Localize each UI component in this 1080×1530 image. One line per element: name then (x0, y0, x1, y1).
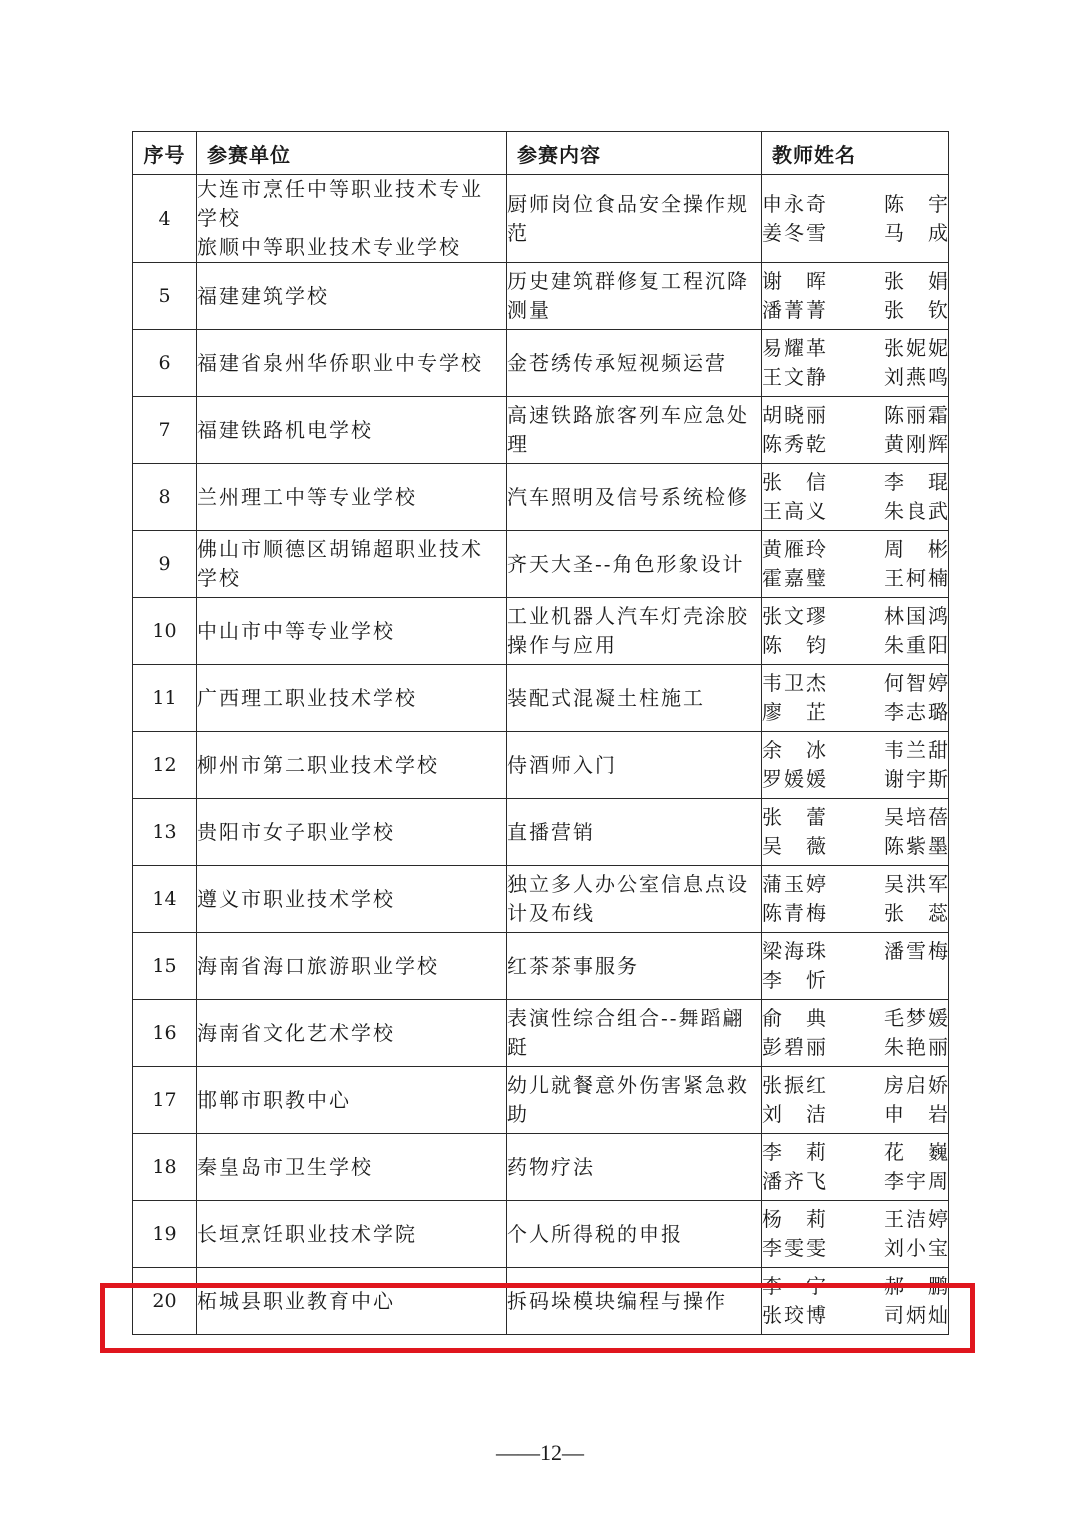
row-number: 10 (133, 598, 197, 665)
table-row (133, 799, 949, 866)
teacher-name: 吴培蓓 (884, 805, 948, 829)
competition-content: 历史建筑群修复工程沉降测量 (507, 263, 762, 330)
table-row (133, 330, 949, 397)
unit-line: 学校 (197, 566, 241, 590)
table-row (133, 598, 949, 665)
table-row (133, 175, 949, 263)
teacher-names (762, 330, 949, 397)
table-body (133, 175, 949, 1335)
competition-content: 拆码垛模块编程与操作 (507, 1268, 762, 1335)
participating-unit (197, 1067, 507, 1134)
teacher-line (762, 832, 948, 861)
unit-line: 佛山市顺德区胡锦超职业技术 (197, 537, 483, 561)
teacher-name: 刘 洁 (762, 1102, 826, 1126)
teacher-name: 俞 典 (762, 1006, 826, 1030)
competition-content: 汽车照明及信号系统检修 (507, 464, 762, 531)
teacher-line (762, 219, 948, 248)
teacher-name (884, 966, 948, 995)
teacher-name: 张 钦 (884, 298, 948, 322)
unit-line: 秦皇岛市卫生学校 (197, 1154, 373, 1179)
teacher-line (762, 602, 948, 631)
teacher-name: 郝 鹏 (884, 1274, 948, 1298)
teacher-name: 黄刚辉 (884, 432, 948, 456)
teacher-name: 马 成 (884, 220, 948, 245)
teacher-line (762, 870, 948, 899)
teacher-name: 廖 芷 (762, 700, 826, 724)
unit-line: 大连市烹任中等职业技术专业 (197, 177, 483, 201)
table-row (133, 397, 949, 464)
teacher-names (762, 263, 949, 330)
participating-unit (197, 1134, 507, 1201)
competition-content: 幼儿就餐意外伤害紧急救助 (507, 1067, 762, 1134)
teacher-name: 王洁婷 (884, 1207, 948, 1231)
participating-unit (197, 175, 507, 263)
teacher-name: 张妮妮 (884, 336, 948, 360)
participating-unit (197, 531, 507, 598)
teacher-line (762, 736, 948, 765)
competition-content: 红茶茶事服务 (507, 933, 762, 1000)
unit-line: 兰州理工中等专业学校 (197, 484, 417, 509)
teacher-line (762, 401, 948, 430)
table-row (133, 1134, 949, 1201)
participating-unit (197, 263, 507, 330)
competition-content: 齐天大圣--角色形象设计 (507, 531, 762, 598)
teacher-name: 陈紫墨 (884, 834, 948, 858)
competition-content: 独立多人办公室信息点设计及布线 (507, 866, 762, 933)
teacher-name: 张文璆 (762, 604, 826, 628)
row-number: 7 (133, 397, 197, 464)
unit-line: 福建省泉州华侨职业中专学校 (197, 350, 483, 375)
teacher-line (762, 564, 948, 593)
teacher-name: 朱良武 (884, 499, 948, 523)
row-number: 9 (133, 531, 197, 598)
table-row (133, 933, 949, 1000)
teacher-name: 毛梦媛 (884, 1006, 948, 1030)
teacher-name: 王高义 (762, 499, 826, 523)
participating-unit (197, 330, 507, 397)
competition-content: 个人所得税的申报 (507, 1201, 762, 1268)
teacher-names (762, 397, 949, 464)
teacher-name: 霍嘉璧 (762, 566, 826, 590)
table-row (133, 263, 949, 330)
unit-line: 长垣烹饪职业技术学院 (197, 1221, 417, 1246)
teacher-line (762, 631, 948, 660)
teacher-name: 张 蕊 (884, 901, 948, 925)
teacher-name: 李 宁 (762, 1274, 826, 1298)
teacher-line (762, 1167, 948, 1196)
teacher-name: 李雯雯 (762, 1236, 826, 1260)
teacher-name: 梁海珠 (762, 939, 826, 963)
table-row (133, 1000, 949, 1067)
unit-line: 福建建筑学校 (197, 283, 329, 308)
unit-line: 广西理工职业技术学校 (197, 685, 417, 710)
teacher-name: 张 娟 (884, 269, 948, 293)
table-row (133, 464, 949, 531)
row-number: 11 (133, 665, 197, 732)
row-number: 20 (133, 1268, 197, 1335)
teacher-name: 李 琨 (884, 470, 948, 494)
teacher-line (762, 190, 948, 219)
teacher-name: 蒲玉婷 (762, 872, 826, 896)
teacher-name: 陈青梅 (762, 901, 826, 925)
row-number: 14 (133, 866, 197, 933)
teacher-name: 黄雁玲 (762, 537, 826, 561)
header-no: 序号 (133, 132, 197, 175)
teacher-name: 陈 宇 (884, 191, 948, 216)
table-row (133, 1067, 949, 1134)
table-header-row (133, 132, 949, 175)
participating-unit (197, 1201, 507, 1268)
teacher-line (762, 899, 948, 928)
teacher-name: 房启娇 (884, 1073, 948, 1097)
teacher-name: 罗媛媛 (762, 767, 826, 791)
teacher-name: 张珓博 (762, 1303, 826, 1327)
row-number: 19 (133, 1201, 197, 1268)
teacher-name: 朱重阳 (884, 633, 948, 657)
teacher-name: 司炳灿 (884, 1303, 948, 1327)
teacher-name: 林国鸿 (884, 604, 948, 628)
teacher-name: 陈秀乾 (762, 432, 826, 456)
row-number: 15 (133, 933, 197, 1000)
teacher-name: 刘燕鸣 (884, 365, 948, 389)
header-unit: 参赛单位 (197, 132, 507, 175)
teacher-name: 潘菁菁 (762, 298, 826, 322)
participating-unit (197, 464, 507, 531)
teacher-line (762, 1205, 948, 1234)
teacher-name: 杨 莉 (762, 1207, 826, 1231)
teacher-line (762, 937, 948, 966)
teacher-name: 彭碧丽 (762, 1035, 826, 1059)
teacher-name: 韦卫杰 (762, 671, 826, 695)
teacher-name: 李志璐 (884, 700, 948, 724)
row-number: 18 (133, 1134, 197, 1201)
competition-content: 表演性综合组合--舞蹈翩跹 (507, 1000, 762, 1067)
unit-line: 中山市中等专业学校 (197, 618, 395, 643)
teacher-names (762, 531, 949, 598)
teacher-names (762, 175, 949, 263)
teacher-name: 胡晓丽 (762, 403, 826, 427)
teacher-name: 谢宇斯 (884, 767, 948, 791)
competition-content: 药物疗法 (507, 1134, 762, 1201)
teacher-name: 刘小宝 (884, 1236, 948, 1260)
teacher-line (762, 698, 948, 727)
teacher-names (762, 799, 949, 866)
teacher-line (762, 803, 948, 832)
teacher-name: 周 彬 (884, 537, 948, 561)
competition-content: 侍酒师入门 (507, 732, 762, 799)
unit-line: 柘城县职业教育中心 (197, 1288, 395, 1313)
teacher-name: 余 冰 (762, 738, 826, 762)
row-number: 13 (133, 799, 197, 866)
teacher-name: 申 岩 (884, 1102, 948, 1126)
participating-unit (197, 866, 507, 933)
participating-unit (197, 732, 507, 799)
teacher-name: 申永奇 (762, 191, 826, 216)
participating-unit (197, 665, 507, 732)
row-number: 8 (133, 464, 197, 531)
teacher-name: 李宇周 (884, 1169, 948, 1193)
teacher-name: 李 莉 (762, 1140, 826, 1164)
teacher-names (762, 464, 949, 531)
unit-line: 福建铁路机电学校 (197, 417, 373, 442)
unit-line: 贵阳市女子职业学校 (197, 819, 395, 844)
teacher-name: 谢 晖 (762, 269, 826, 293)
participating-unit (197, 397, 507, 464)
teacher-names (762, 1067, 949, 1134)
teacher-name: 潘雪梅 (884, 939, 948, 963)
table-row (133, 665, 949, 732)
unit-line: 海南省文化艺术学校 (197, 1020, 395, 1045)
teacher-name: 花 巍 (884, 1140, 948, 1164)
header-content: 参赛内容 (507, 132, 762, 175)
header-teachers: 教师姓名 (762, 132, 949, 175)
teacher-names (762, 933, 949, 1000)
teacher-name: 易耀革 (762, 336, 826, 360)
table-row (133, 531, 949, 598)
competition-table (132, 131, 949, 1335)
teacher-name: 陈 钧 (762, 633, 826, 657)
participating-unit (197, 799, 507, 866)
teacher-line (762, 296, 948, 325)
teacher-names (762, 1134, 949, 1201)
teacher-names (762, 1000, 949, 1067)
teacher-line (762, 1004, 948, 1033)
participating-unit (197, 933, 507, 1000)
teacher-line (762, 1234, 948, 1263)
table-row (133, 1201, 949, 1268)
teacher-line (762, 267, 948, 296)
row-number: 6 (133, 330, 197, 397)
teacher-line (762, 468, 948, 497)
teacher-line (762, 966, 948, 995)
teacher-name: 张 信 (762, 470, 826, 494)
teacher-name: 姜冬雪 (762, 220, 826, 245)
teacher-line (762, 765, 948, 794)
teacher-name: 吴 薇 (762, 834, 826, 858)
unit-line: 学校 (197, 206, 241, 230)
unit-line: 柳州市第二职业技术学校 (197, 752, 439, 777)
teacher-name: 陈丽霜 (884, 403, 948, 427)
row-number: 16 (133, 1000, 197, 1067)
teacher-line (762, 1138, 948, 1167)
teacher-names (762, 1201, 949, 1268)
teacher-name: 张振红 (762, 1073, 826, 1097)
teacher-name: 何智婷 (884, 671, 948, 695)
competition-content: 高速铁路旅客列车应急处理 (507, 397, 762, 464)
teacher-name: 张 蕾 (762, 805, 826, 829)
teacher-names (762, 665, 949, 732)
competition-content: 厨师岗位食品安全操作规范 (507, 175, 762, 263)
teacher-name: 吴洪军 (884, 872, 948, 896)
teacher-name: 李 忻 (762, 968, 826, 992)
teacher-name: 王柯楠 (884, 566, 948, 590)
teacher-line (762, 363, 948, 392)
teacher-line (762, 430, 948, 459)
teacher-names (762, 866, 949, 933)
teacher-line (762, 1100, 948, 1129)
teacher-names (762, 598, 949, 665)
competition-content: 工业机器人汽车灯壳涂胶操作与应用 (507, 598, 762, 665)
table-row (133, 732, 949, 799)
teacher-name: 韦兰甜 (884, 738, 948, 762)
unit-line: 旅顺中等职业技术专业学校 (197, 235, 461, 259)
teacher-name: 王文静 (762, 365, 826, 389)
participating-unit (197, 598, 507, 665)
competition-content: 金苍绣传承短视频运营 (507, 330, 762, 397)
teacher-line (762, 497, 948, 526)
teacher-line (762, 1071, 948, 1100)
competition-content: 直播营销 (507, 799, 762, 866)
teacher-line (762, 535, 948, 564)
teacher-names (762, 732, 949, 799)
competition-content: 装配式混凝土柱施工 (507, 665, 762, 732)
participating-unit (197, 1000, 507, 1067)
teacher-line (762, 669, 948, 698)
unit-line: 邯郸市职教中心 (197, 1087, 351, 1112)
row-number: 5 (133, 263, 197, 330)
teacher-line (762, 334, 948, 363)
row-number: 17 (133, 1067, 197, 1134)
teacher-line (762, 1033, 948, 1062)
teacher-name: 朱艳丽 (884, 1035, 948, 1059)
page-number: ——12— (496, 1440, 584, 1465)
unit-line: 遵义市职业技术学校 (197, 886, 395, 911)
table-row (133, 866, 949, 933)
unit-line: 海南省海口旅游职业学校 (197, 953, 439, 978)
row-number: 4 (133, 175, 197, 263)
row-number: 12 (133, 732, 197, 799)
teacher-name: 潘齐飞 (762, 1169, 826, 1193)
highlight-box-row-20 (100, 1283, 975, 1353)
